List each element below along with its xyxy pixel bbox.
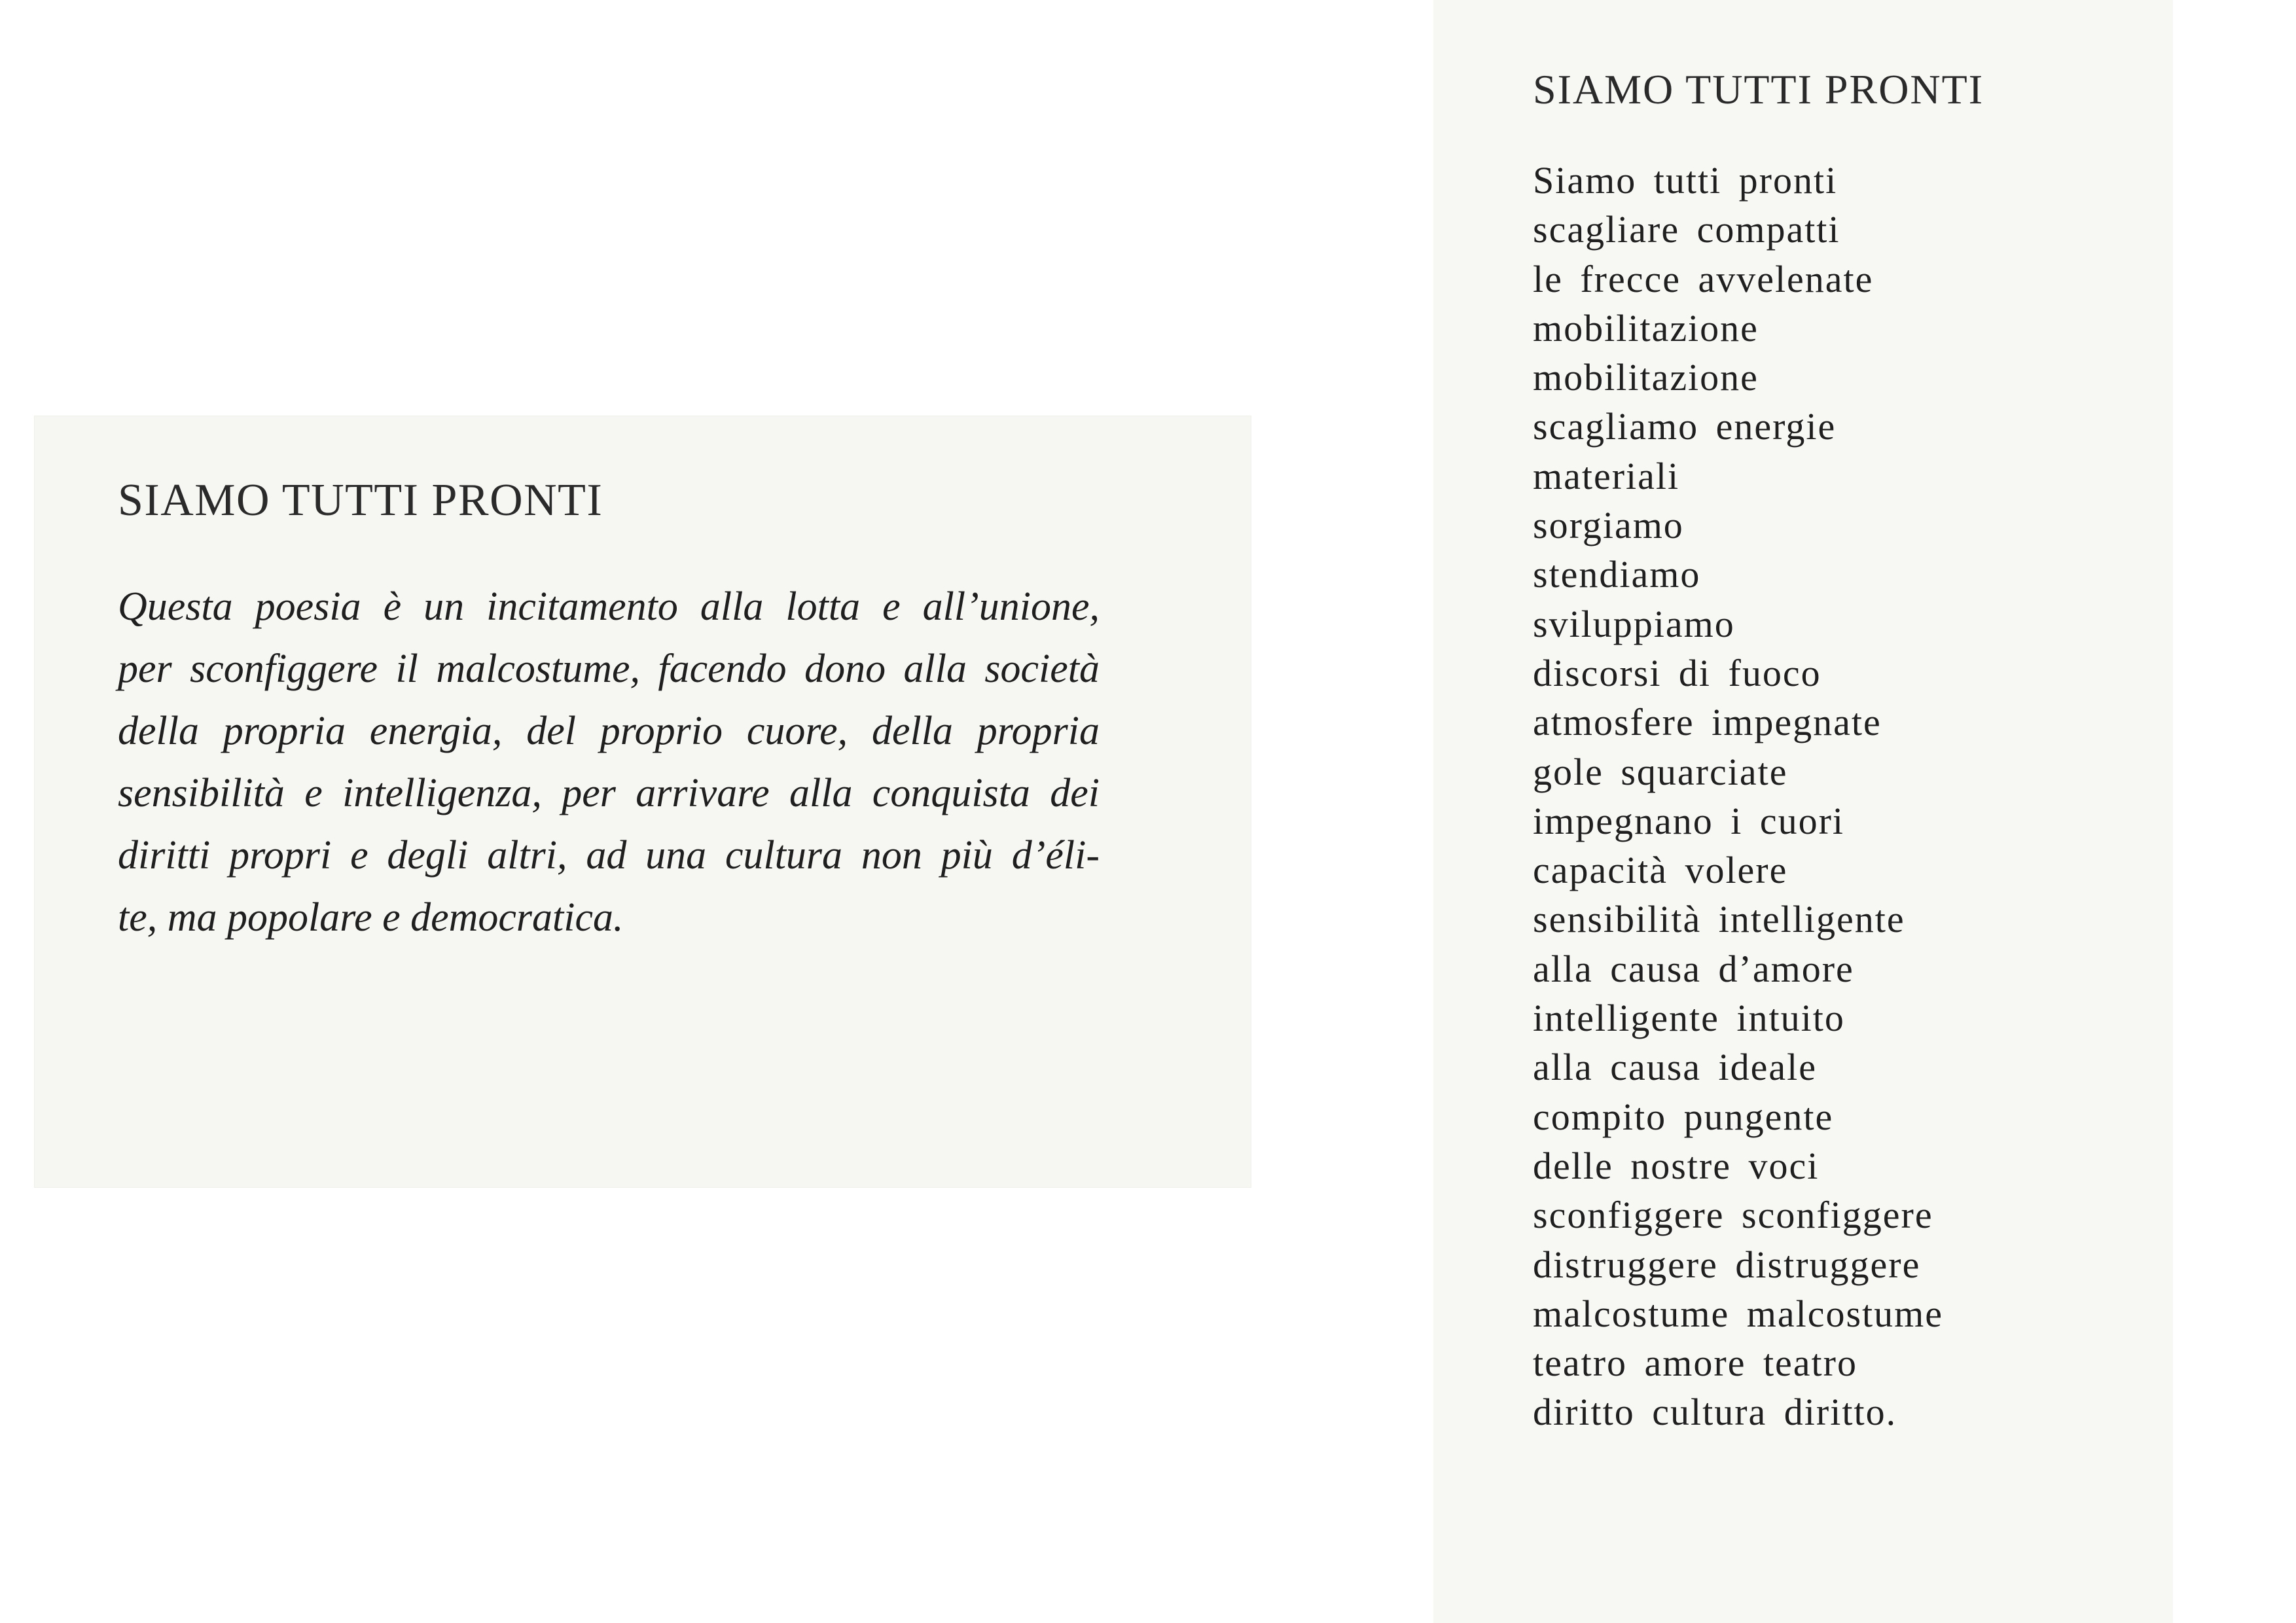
left-body-line: della propria energia, del proprio cuore, della propria	[118, 709, 1100, 753]
poem-line: le frecce avvelenate	[1533, 257, 1874, 300]
poem-lines	[1533, 156, 1943, 1437]
right-scanned-page	[1433, 0, 2173, 1623]
poem-line: sensibilità intelligente	[1533, 898, 1905, 941]
poem-line: Siamo tutti pronti	[1533, 159, 1838, 202]
poem-line: discorsi di fuoco	[1533, 651, 1821, 694]
poem-line: mobilitazione	[1533, 356, 1759, 399]
left-body-line: Questa poesia è un incitamento alla lotta e all’unione,	[118, 584, 1100, 629]
left-body-line: per sconfiggere il malcostume, facendo dono alla società	[118, 647, 1100, 691]
poem-line: diritto cultura diritto.	[1533, 1391, 1897, 1434]
poem-line: sconfiggere sconfiggere	[1533, 1194, 1933, 1237]
poem-title: SIAMO TUTTI PRONTI	[1533, 66, 1984, 113]
poem-line: distruggere distruggere	[1533, 1243, 1921, 1286]
poem-line: sorgiamo	[1533, 504, 1684, 547]
poem-line: scagliamo energie	[1533, 405, 1837, 448]
left-body-line: sensibilità e intelligenza, per arrivare alla conquista dei	[118, 771, 1100, 815]
poem-line: gole squarciate	[1533, 750, 1788, 793]
left-body-line: diritti propri e degli altri, ad una cultura non più d’éli-	[118, 833, 1100, 878]
poem-line: alla causa ideale	[1533, 1046, 1817, 1089]
poem-line: sviluppiamo	[1533, 602, 1735, 645]
poem-line: stendiamo	[1533, 553, 1701, 596]
poem-line: compito pungente	[1533, 1095, 1834, 1138]
poem-line: teatro amore teatro	[1533, 1342, 1857, 1385]
poem-line: materiali	[1533, 454, 1680, 497]
poem-line: scagliare compatti	[1533, 208, 1840, 251]
poem-line: mobilitazione	[1533, 306, 1759, 349]
left-excerpt-title: SIAMO TUTTI PRONTI	[118, 475, 603, 526]
poem-line: atmosfere impegnate	[1533, 701, 1882, 744]
left-scanned-excerpt	[34, 416, 1251, 1188]
poem-line: intelligente intuito	[1533, 997, 1845, 1040]
poem-line: malcostume malcostume	[1533, 1292, 1944, 1335]
left-excerpt-body	[118, 576, 1100, 949]
poem-line: alla causa d’amore	[1533, 947, 1854, 990]
left-body-line: te, ma popolare e democratica.	[118, 895, 624, 940]
poem-line: delle nostre voci	[1533, 1144, 1820, 1187]
poem-line: capacità volere	[1533, 849, 1788, 892]
poem-line: impegnano i cuori	[1533, 799, 1845, 842]
